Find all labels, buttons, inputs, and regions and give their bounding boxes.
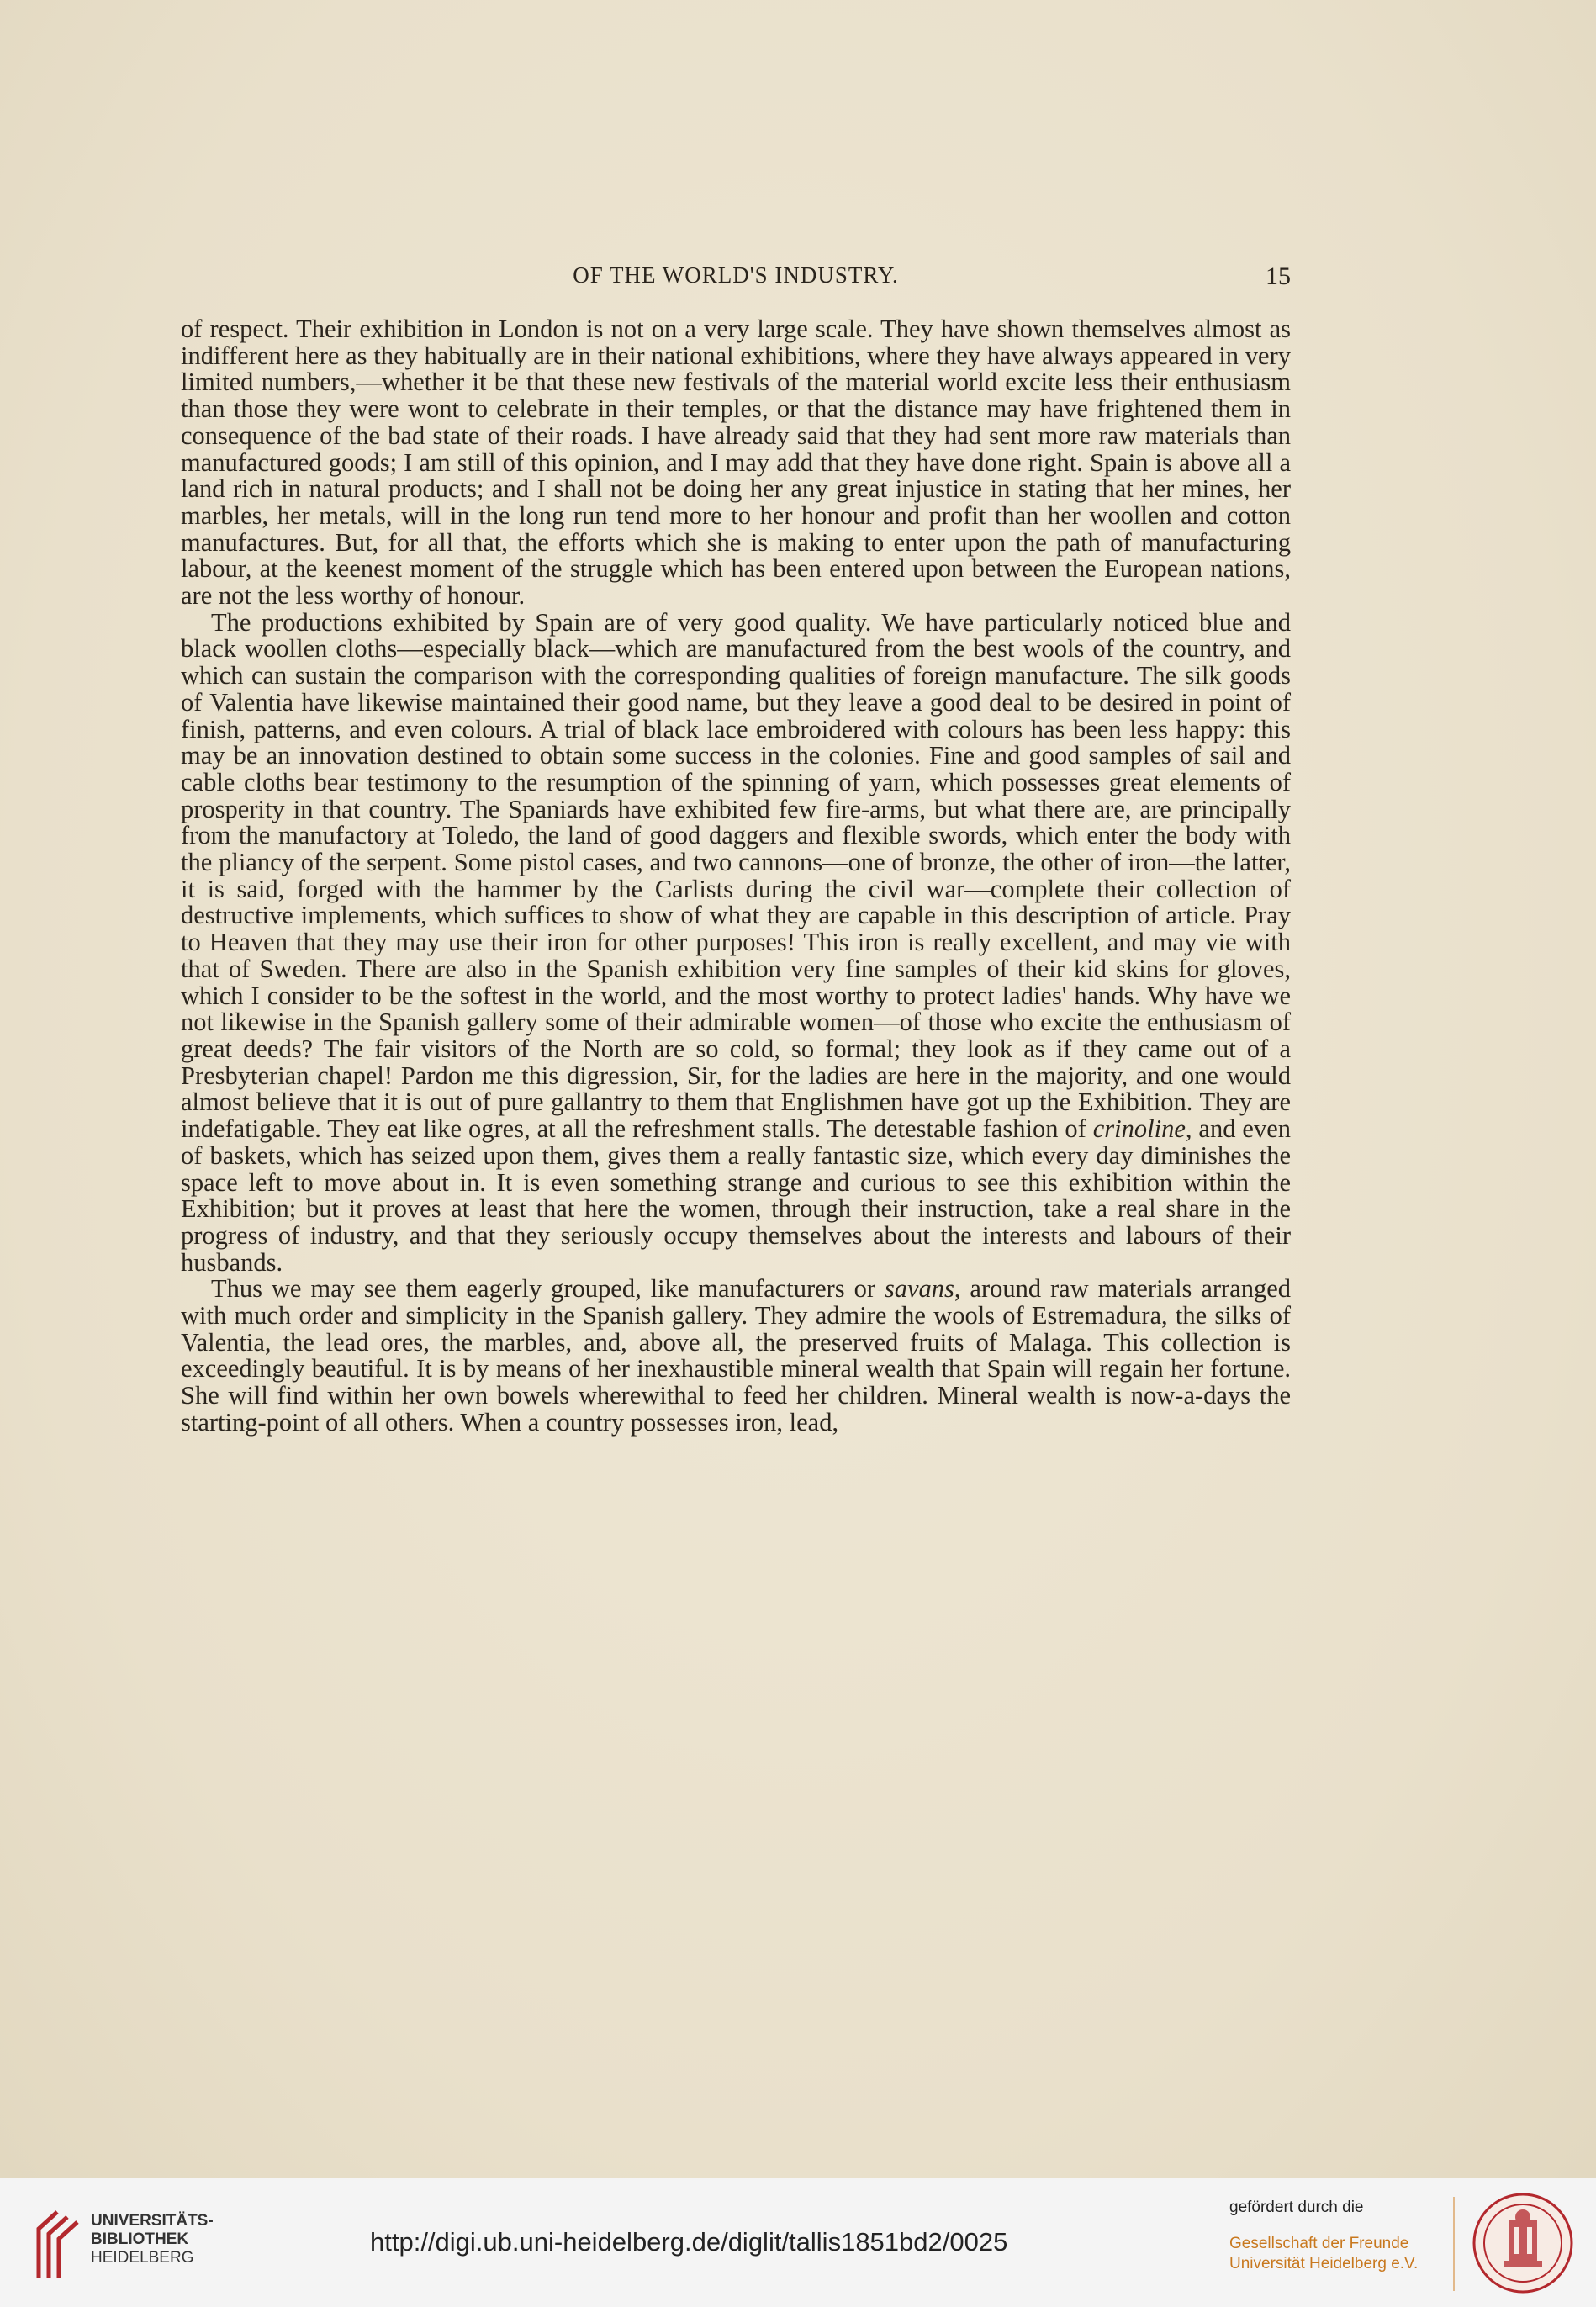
- body-text: [181, 316, 1291, 1437]
- sponsor-name-line-2: Universität Heidelberg e.V.: [1229, 2255, 1419, 2273]
- library-name-line-1: UNIVERSITÄTS-: [91, 2212, 214, 2230]
- sponsor-name-line-1: Gesellschaft der Freunde: [1229, 2235, 1409, 2252]
- italic-term: savans: [884, 1274, 954, 1304]
- library-name-line-2: BIBLIOTHEK: [91, 2230, 189, 2248]
- paragraph-3: Thus we may see them eagerly grouped, like manufacturers or savans, around raw materials arranged with much order and simplicity in the Spanish gallery. They admire the wools of Estremadura, the silks of Valentia, the lead ores, the marbles, and, above all, the preserved fruits of Malaga. This collection is exceedingly beautiful. It is by means of her inexhaustible mineral wealth that Spain will regain her fortune. She will find within her own bowels wherewithal to feed her children. Mineral wealth is now-a-days the starting-point of all others. When a country possesses iron, lead,: [181, 1274, 1291, 1437]
- paragraph-1: of respect. Their exhibition in London is not on a very large scale. They have shown themselves almost as indifferent here as they habitually are in their national exhibitions, where they have always appeared in very limited numbers,—whether it be that these new festivals of the material world excite less their enthusiasm than those they were wont to celebrate in their temples, or that the distance may have frightened them in consequence of the bad state of their roads. I have already said that they had sent more raw materials than manufactured goods; I am still of this opinion, and I may add that they have done right. Spain is above all a land rich in natural products; and I shall not be doing her any great injustice in stating that her mines, her marbles, her metals, will in the long run tend more to her honour and profit than her woollen and cotton manufactures. But, for all that, the efforts which she is making to enter upon the path of manufacturing labour, at the keenest moment of the struggle which has been entered upon between the European nations, are not the less worthy of honour.: [181, 315, 1291, 611]
- sponsor-intro: gefördert durch die: [1229, 2199, 1364, 2216]
- permalink-url[interactable]: http://digi.ub.uni-heidelberg.de/diglit/tallis1851bd2/0025: [370, 2227, 1008, 2257]
- italic-term: crinoline: [1092, 1114, 1186, 1144]
- sponsor-name[interactable]: [1229, 2234, 1446, 2274]
- footer-divider: [1453, 2197, 1455, 2291]
- running-title: OF THE WORLD'S INDUSTRY.: [573, 262, 899, 288]
- paragraph-2: The productions exhibited by Spain are of very good quality. We have particularly noticed blue and black woollen cloths—especially black—which are manufactured from the best wools of the country, and which can sustain the comparison with the corresponding qualities of foreign manufacture. The silk goods of Valentia have likewise maintained their good name, but they leave a good deal to be desired in point of finish, patterns, and even colours. A trial of black lace embroidered with colours has been less happy: this may be an innovation destined to obtain some success in the colonies. Fine and good samples of sail and cable cloths bear testimony to the resumption of the spinning of yarn, which possesses great elements of prosperity in that country. The Spaniards have exhibited few fire-arms, but what there are, are principally from the manufactory at Toledo, the land of good daggers and flexible swords, which enter the body with the pliancy of the serpent. Some pistol cases, and two cannons—one of bronze, the other of iron—the latter, it is said, forged with the hammer by the Carlists during the civil war—complete their collection of destructive implements, which suffices to show of what they are capable in this description of article. Pray to Heaven that they may use their iron for other purposes! This iron is really excellent, and may vie with that of Sweden. There are also in the Spanish exhibition very fine samples of their kid skins for gloves, which I consider to be the softest in the world, and the most worthy to protect ladies' hands. Why have we not likewise in the Spanish gallery some of their admirable women—of those who excite the enthusiasm of great deeds? The fair visitors of the North are so cold, so formal; they look as if they came out of a Presbyterian chapel! Pardon me this digression, Sir, for the ladies are here in the majority, and one would almost believe that it is out of pure gallantry to them that Englishmen have got up the Exhibition. They are indefatigable. They eat like ogres, at all the refreshment stalls. The detestable fashion of crinoline, and even of baskets, which has seized upon them, gives them a really fantastic size, which every day diminishes the space left to move about in. It is even something strange and curious to see this exhibition within the Exhibition; but it proves at least that here the women, through their instruction, take a real share in the progress of industry, and that they seriously occupy themselves about the interests and labours of their husbands.: [181, 607, 1291, 1277]
- library-name-line-3: HEIDELBERG: [91, 2249, 194, 2267]
- page-header: [181, 262, 1291, 299]
- university-seal-icon: [1472, 2192, 1574, 2294]
- library-name: [91, 2212, 214, 2267]
- viewer-footer: [0, 2178, 1596, 2307]
- university-library-logo-icon[interactable]: [32, 2204, 82, 2283]
- page-number: 15: [1266, 262, 1291, 290]
